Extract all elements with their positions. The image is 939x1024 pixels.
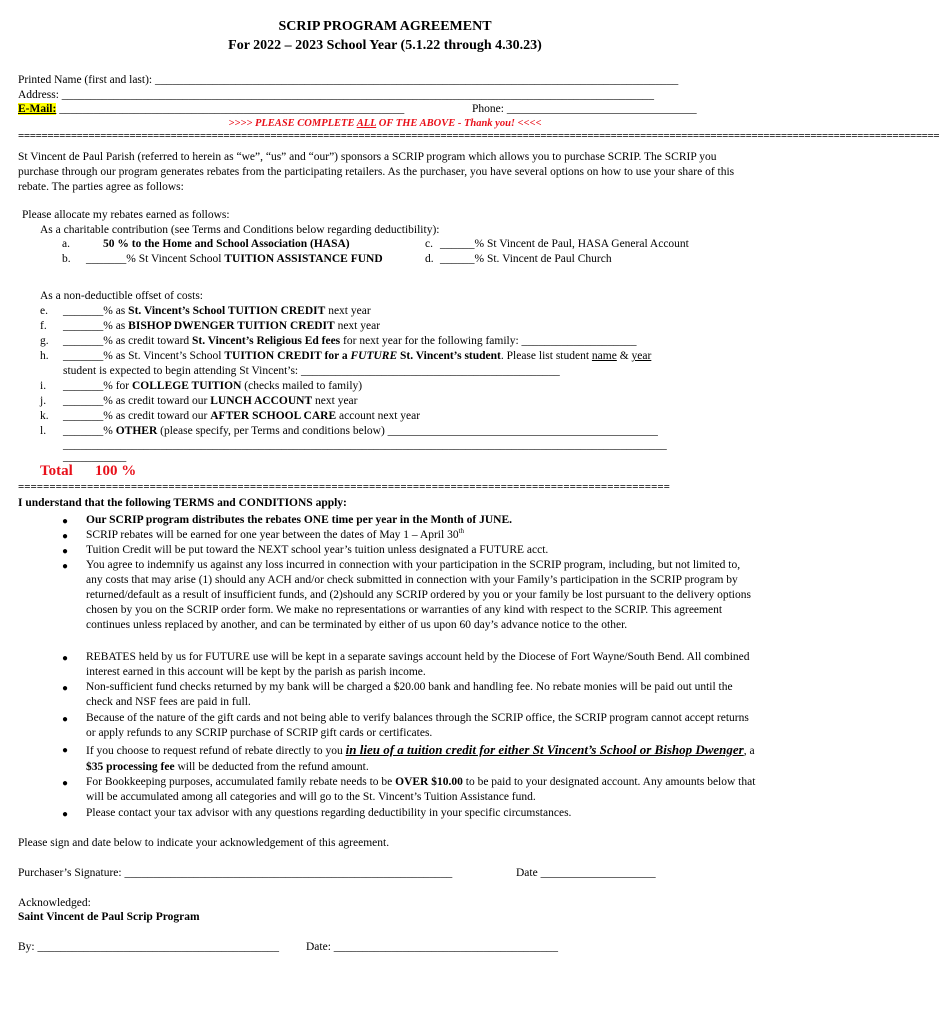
bullet: ● [62,714,69,725]
option-i-college-tuition[interactable]: _______% for COLLEGE TUITION (checks mailed to family) [63,380,363,392]
option-h-future-student[interactable]: _______% as St. Vincent’s School TUITION CREDIT for a FUTURE St. Vincent’s student. Please list student name & year [63,350,652,362]
option-h-letter: h. [40,350,49,362]
purchaser-signature-field[interactable] [18,866,452,880]
term-earning-period: SCRIP rebates will be earned for one year between the dates of May 1 – April 30th [86,527,465,541]
by-signature-field[interactable] [18,940,279,954]
option-g-religious-ed[interactable]: _______% as credit toward St. Vincent’s Religious Ed fees for next year for the following family: ____________________ [63,335,637,347]
email-field[interactable] [18,102,404,116]
option-d-church[interactable]: ______% St. Vincent de Paul Church [440,253,612,265]
bullet: ● [62,516,69,527]
bullet: ● [62,809,69,820]
nondeductible-heading: As a non-deductible offset of costs: [40,290,203,302]
option-e-letter: e. [40,305,48,317]
by-line: __________________________________________ [37,941,279,953]
by-date-line: _______________________________________ [333,941,559,953]
term-refund-fee: If you choose to request refund of rebate directly to you in lieu of a tuition credit for either St Vincent’s School or Bishop Dwenger, a $35 processing fee will be deducted from the refund amount. [86,742,755,773]
term-tuition-credit: Tuition Credit will be put toward the NEXT school year’s tuition unless designated a FUTURE acct. [86,544,549,556]
option-l-continuation[interactable]: _________________________________________________________________________________________________________ [63,439,667,451]
option-e-svdp-tuition[interactable]: _______% as St. Vincent’s School TUITION CREDIT next year [63,305,371,317]
option-k-after-school-care[interactable]: _______% as credit toward our AFTER SCHOOL CARE account next year [63,410,421,422]
term-distribution: Our SCRIP program distributes the rebates ONE time per year in the Month of JUNE. [86,514,513,526]
purchaser-date-label: Date [516,867,538,879]
by-date-label: Date: [306,941,331,953]
organization-name: Saint Vincent de Paul Scrip Program [18,911,200,923]
option-l-continuation-2[interactable]: ___________ [63,451,127,463]
address-label: Address: [18,89,59,101]
bullet: ● [62,531,69,542]
address-line: _______________________________________________________________________________________________________ [61,89,655,101]
term-no-returns: Because of the nature of the gift cards and not being able to verify balances through the SCRIP office, the SCRIP program cannot accept returns or apply refunds to any SCRIP purchase of SCRIP gift cards or certificates. [86,712,749,739]
phone-label: Phone: [472,103,504,115]
option-f-bishop-dwenger[interactable]: _______% as BISHOP DWENGER TUITION CREDIT next year [63,320,381,332]
option-a-letter: a. [62,238,70,250]
charitable-heading: As a charitable contribution (see Terms and Conditions below regarding deductibility): [40,224,440,236]
total-value: 100 % [95,463,137,479]
term-tax-advisor: Please contact your tax advisor with any questions regarding deductibility in your specific circumstances. [86,807,572,819]
purchaser-signature-label: Purchaser’s Signature: [18,867,122,879]
option-a-hasa[interactable]: 50 % to the Home and School Association (HASA) [103,238,350,250]
document-subtitle: For 2022 – 2023 School Year (5.1.22 through 4.30.23) [228,38,542,53]
option-i-letter: i. [40,380,47,392]
option-b-tuition-assistance[interactable]: _______% St Vincent School TUITION ASSISTANCE FUND [86,253,383,265]
term-future-rebates: REBATES held by us for FUTURE use will be kept in a separate savings account held by the Diocese of Fort Wayne/South Bend. All combined interest earned in this account will be kept by the parish as parish income. [86,651,750,678]
by-label: By: [18,941,35,953]
acknowledged-label: Acknowledged: [18,897,91,909]
option-j-lunch-account[interactable]: _______% as credit toward our LUNCH ACCOUNT next year [63,395,358,407]
option-h-continuation[interactable]: student is expected to begin attending St Vincent’s: _____________________________________________ [63,365,560,377]
bullet: ● [62,561,69,572]
term-bookkeeping: For Bookkeeping purposes, accumulated family rebate needs to be OVER $10.00 to be paid to your designated account. Any amounts below that will be accumulated among all categories and will go to the St. Vincent’s Tuition Assistance fund. [86,776,756,803]
phone-field[interactable] [472,102,697,116]
bullet: ● [62,683,69,694]
email-line: ____________________________________________________________ [59,103,405,115]
bullet: ● [62,745,69,756]
total-label: Total [40,463,73,479]
name-label: Printed Name (first and last): [18,74,153,86]
complete-notice: >>>> PLEASE COMPLETE ALL OF THE ABOVE - Thank you! <<<< [228,118,542,129]
option-d-letter: d. [425,253,434,265]
purchaser-date-line: ____________________ [540,867,656,879]
bullet: ● [62,778,69,789]
option-k-letter: k. [40,410,49,422]
by-date-field[interactable] [306,940,558,954]
bullet: ● [62,653,69,664]
intro-paragraph: St Vincent de Paul Parish (referred to herein as “we”, “us” and “our”) sponsors a SCRIP program which allows you to purchase SCRIP. The SCRIP you purchase through our program generates rebates from the participating retailers. As the purchaser, you have several options on how to use your share of this rebate. The parties agree as follows: [18,151,735,193]
term-indemnify: You agree to indemnify us against any loss incurred in connection with your participation in the SCRIP program, including, but not limited to, any costs that may arise (1) should any ACH and/or check submitted in connection with your Family’s participation in the SCRIP program by returned/default as a result of insufficient funds, and (2)should any SCRIP ordered by you or your family be lost pursuant to the delivery options chosen by you on the SCRIP order form. We make no representations or warranties of any kind with respect to the SCRIP. This agreement continues unless replaced by another, and can be terminated by either of us upon 60 day’s advance notice to the other. [86,559,751,631]
email-label: E-Mail: [18,103,57,115]
allocate-heading: Please allocate my rebates earned as follows: [22,209,230,221]
separator-line-2: ======================================================================================================== [18,481,670,493]
option-g-letter: g. [40,335,49,347]
option-c-letter: c. [425,238,433,250]
option-f-letter: f. [40,320,47,332]
term-nsf-checks: Non-sufficient fund checks returned by my bank will be charged a $20.00 bank and handling fee. No rebate monies will be paid out until the check and NSF fees are paid in full. [86,681,733,708]
option-l-letter: l. [40,425,47,437]
document-title: SCRIP PROGRAM AGREEMENT [278,19,492,34]
option-c-general-account[interactable]: ______% St Vincent de Paul, HASA General Account [440,238,689,250]
terms-heading: I understand that the following TERMS and CONDITIONS apply: [18,497,347,509]
option-l-other[interactable]: _______% OTHER (please specify, per Terms and conditions below) _______________________________________________ [63,425,658,437]
purchaser-date-field[interactable] [516,866,656,880]
address-field[interactable] [18,88,654,102]
option-j-letter: j. [40,395,47,407]
name-field[interactable] [18,73,678,87]
separator-line: ============================================================================================================================================================= [18,130,939,142]
sign-instruction: Please sign and date below to indicate your acknowledgement of this agreement. [18,837,390,849]
bullet: ● [62,546,69,557]
phone-line: _________________________________ [506,103,697,115]
purchaser-signature-line: _________________________________________________________ [124,867,453,879]
name-line: ___________________________________________________________________________________________ [155,74,679,86]
option-b-letter: b. [62,253,71,265]
